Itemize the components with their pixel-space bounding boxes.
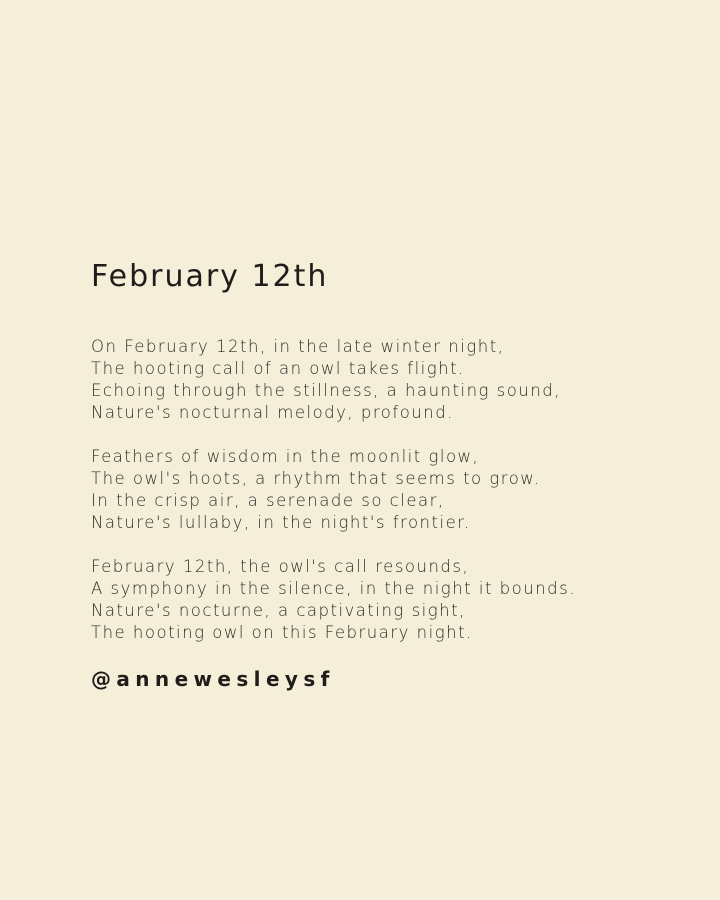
stanza-2 — [91, 446, 691, 534]
poem-line: Nature's nocturne, a captivating sight, — [91, 601, 466, 620]
poem-line: In the crisp air, a serenade so clear, — [91, 491, 445, 510]
poem-line: On February 12th, in the late winter night, — [91, 337, 505, 356]
stanza-1 — [91, 336, 691, 424]
poem-line: The owl's hoots, a rhythm that seems to grow. — [91, 469, 541, 488]
poem-line: Echoing through the stillness, a haunting sound, — [91, 381, 561, 400]
poem-title: February 12th — [91, 259, 329, 294]
poem-card — [91, 258, 691, 692]
poem-line: A symphony in the silence, in the night it bounds. — [91, 579, 576, 598]
poem-line: Feathers of wisdom in the moonlit glow, — [91, 447, 480, 466]
stanza-3 — [91, 556, 691, 644]
poem-line: Nature's lullaby, in the night's frontier. — [91, 513, 471, 532]
poem-line: Nature's nocturnal melody, profound. — [91, 403, 454, 422]
author-handle: @annewesleysf — [91, 667, 335, 691]
poem-line: February 12th, the owl's call resounds, — [91, 557, 470, 576]
poem-line: The hooting owl on this February night. — [91, 623, 473, 642]
poem-body — [91, 336, 691, 644]
poem-line: The hooting call of an owl takes flight. — [91, 359, 465, 378]
